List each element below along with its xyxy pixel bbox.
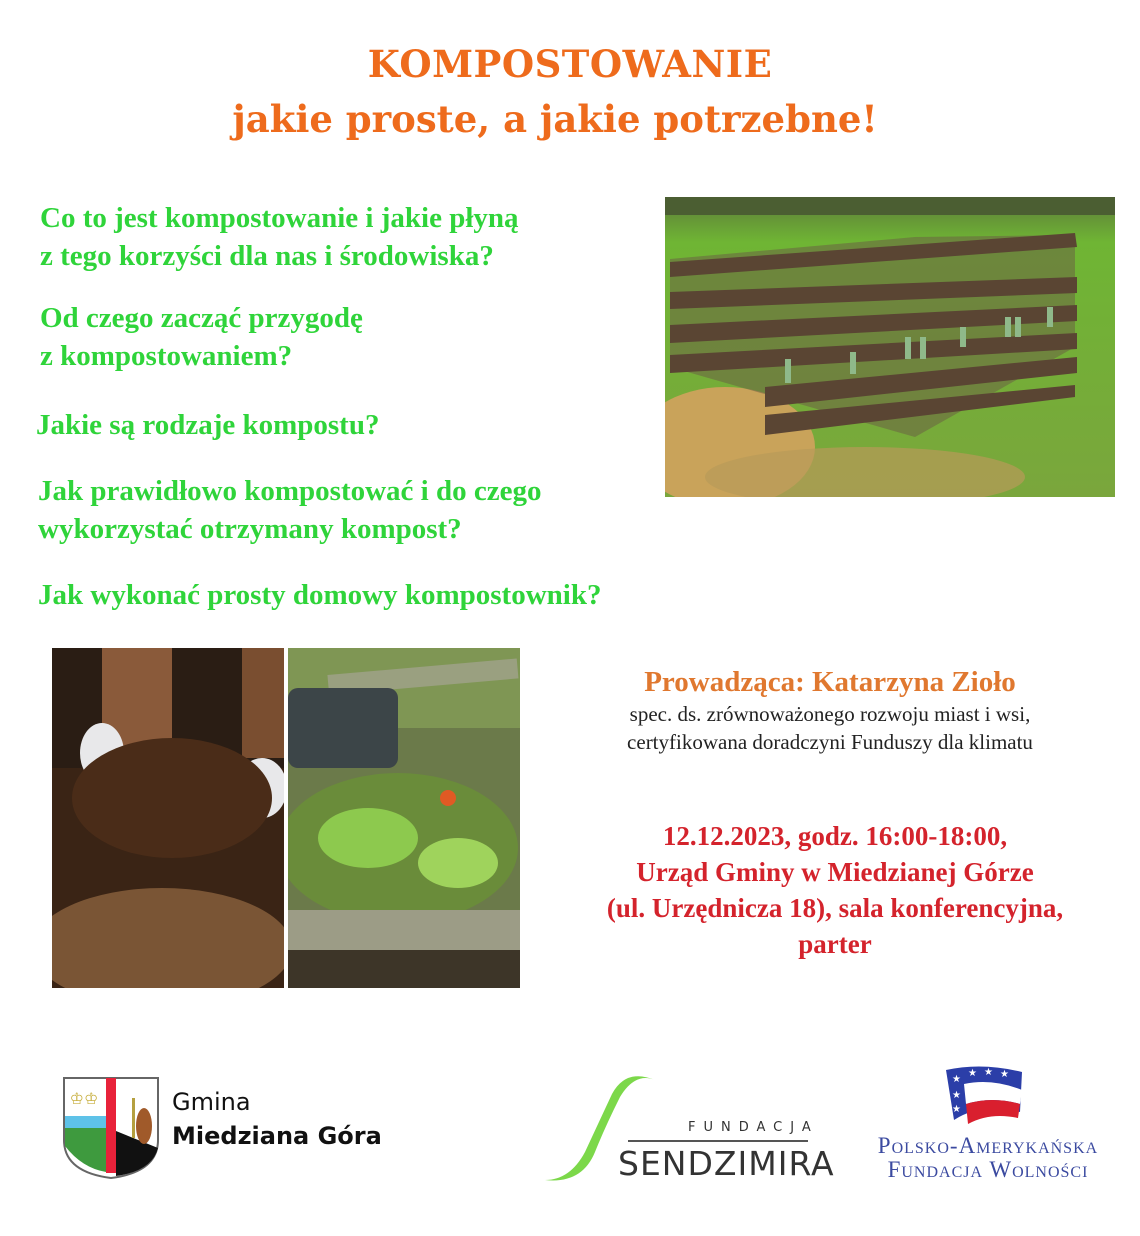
question-4-line-1: Jak prawidłowo kompostować i do czego bbox=[38, 475, 542, 507]
question-3 bbox=[36, 406, 379, 444]
event-datetime: 12.12.2023, godz. 16:00-18:00, bbox=[662, 821, 1008, 851]
leader-name: Prowadząca: Katarzyna Zioło bbox=[644, 666, 1016, 698]
sendzimir-small-label: FUNDACJA bbox=[688, 1120, 819, 1135]
question-5-line-1: Jak wykonać prosty domowy kompostownik? bbox=[38, 579, 602, 611]
sendzimir-logo bbox=[540, 1072, 835, 1187]
svg-text:★: ★ bbox=[952, 1104, 961, 1115]
question-2-line-2: z kompostowaniem? bbox=[40, 340, 293, 372]
question-5 bbox=[38, 576, 601, 614]
pafw-flag-icon bbox=[942, 1062, 1026, 1128]
hands-compost-photo bbox=[52, 648, 284, 988]
gmina-coat-of-arms-icon bbox=[62, 1076, 160, 1180]
leader-section bbox=[540, 664, 1120, 756]
svg-text:★: ★ bbox=[1000, 1069, 1009, 1080]
event-details bbox=[540, 818, 1130, 962]
event-venue: Urząd Gminy w Miedzianej Górze bbox=[636, 857, 1034, 887]
pafw-label bbox=[858, 1134, 1118, 1182]
event-address: (ul. Urzędnicza 18), sala konferencyjna, bbox=[606, 893, 1064, 923]
svg-text:★: ★ bbox=[984, 1067, 993, 1078]
pafw-line-1: Polsko-Amerykańska bbox=[877, 1133, 1099, 1158]
leader-desc-line-1: spec. ds. zrównoważonego rozwoju miast i wsi, bbox=[629, 702, 1031, 726]
sendzimir-big-label: SENDZIMIRA bbox=[618, 1144, 835, 1183]
sendzimir-divider bbox=[628, 1140, 808, 1142]
gmina-label: Gmina bbox=[172, 1088, 251, 1116]
poster-subtitle: jakie proste, a jakie potrzebne! bbox=[232, 97, 878, 141]
svg-text:★: ★ bbox=[952, 1090, 961, 1101]
pafw-line-2: Fundacja Wolności bbox=[887, 1157, 1089, 1182]
gmina-name: Miedziana Góra bbox=[172, 1122, 382, 1150]
svg-text:♔♔: ♔♔ bbox=[69, 1089, 99, 1108]
question-2-line-1: Od czego zacząć przygodę bbox=[40, 302, 363, 334]
compost-bin-photo bbox=[665, 197, 1115, 497]
question-1-line-1: Co to jest kompostowanie i jakie płyną bbox=[40, 202, 519, 234]
event-floor: parter bbox=[798, 929, 872, 959]
compost-pile-photo bbox=[288, 648, 520, 988]
question-1 bbox=[40, 199, 519, 275]
question-2 bbox=[40, 299, 363, 375]
leader-desc-line-2: certyfikowana doradczyni Funduszy dla klimatu bbox=[627, 730, 1033, 754]
svg-text:★: ★ bbox=[968, 1068, 977, 1079]
question-3-line-1: Jakie są rodzaje kompostu? bbox=[36, 409, 380, 441]
question-4-line-2: wykorzystać otrzymany kompost? bbox=[38, 513, 462, 545]
svg-text:★: ★ bbox=[952, 1074, 961, 1085]
question-1-line-2: z tego korzyści dla nas i środowiska? bbox=[40, 240, 494, 272]
poster-title: KOMPOSTOWANIE bbox=[367, 42, 773, 86]
question-4 bbox=[38, 472, 541, 548]
